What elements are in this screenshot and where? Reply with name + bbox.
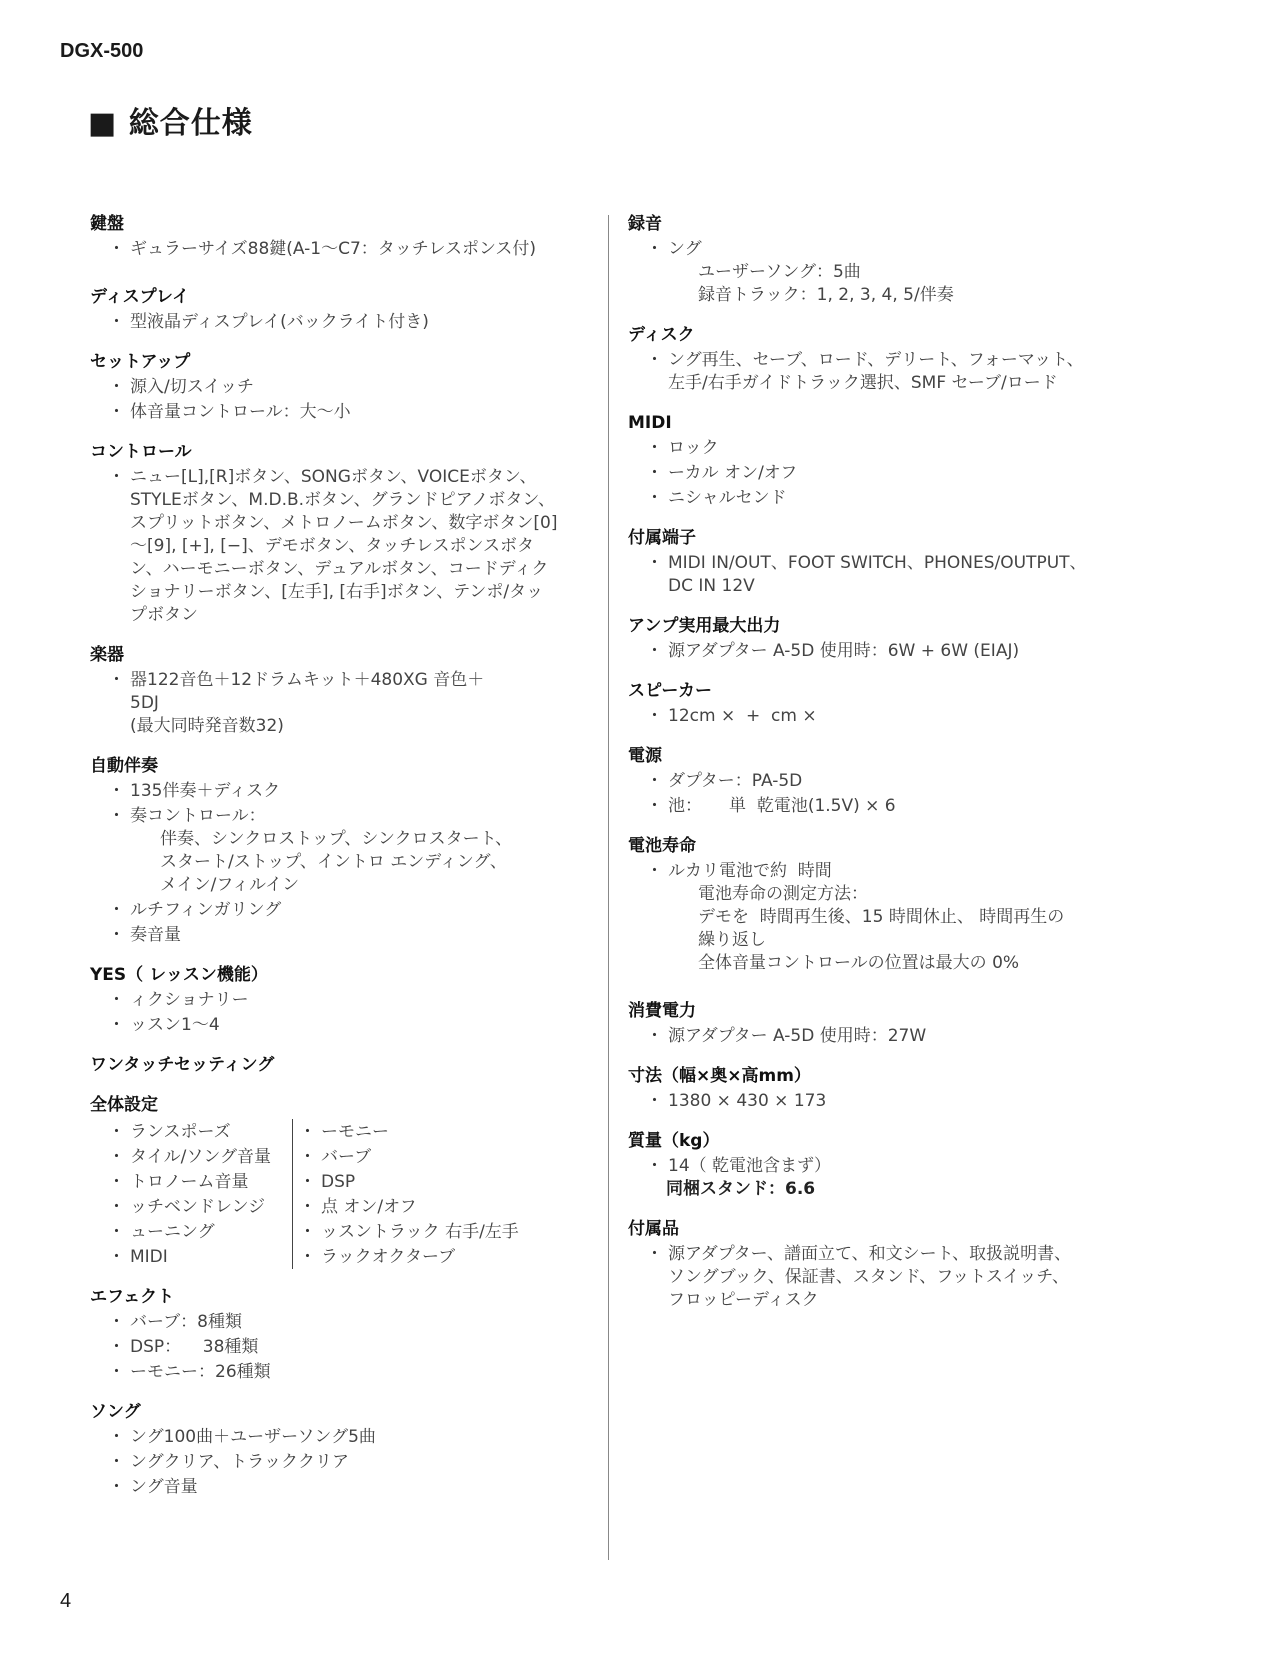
section-heading: 電池寿命: [628, 836, 696, 856]
spec-item: ・ ング再生、セーブ、ロード、デリート、フォーマット、 左手/右手ガイドトラック選択、SMF セーブ/ロード: [628, 349, 1138, 395]
spec-item: ・ 源入/切スイッチ: [90, 376, 610, 399]
section-heading: 鍵盤: [90, 214, 124, 234]
global-settings-grid: [90, 1119, 610, 1269]
spec-item: ・ DSP： 38種類: [90, 1336, 610, 1359]
section-consumption: [628, 999, 1138, 1048]
section-heading: スピーカー: [628, 681, 712, 701]
section-yes: [90, 963, 610, 1037]
spec-item: ・ ング音量: [90, 1476, 610, 1499]
page-number: 4: [60, 1590, 72, 1612]
spec-item: ・ ッチベンドレンジ: [90, 1196, 290, 1219]
section-heading: 自動伴奏: [90, 756, 158, 776]
spec-item: ・ 体音量コントロール：大〜小: [90, 401, 610, 424]
section-heading: YES（ レッスン機能）: [90, 965, 268, 985]
spec-item: ・ MIDI: [90, 1246, 290, 1269]
section-heading: 録音: [628, 214, 662, 234]
section-heading: 質量（kg）: [628, 1131, 720, 1151]
section-speakers: [628, 679, 1138, 728]
spec-item: ・ 1380 × 430 × 173: [628, 1090, 1138, 1113]
section-heading: アンプ実用最大出力: [628, 616, 781, 636]
spec-item: ・ ーカル オン/オフ: [628, 462, 1138, 485]
section-one-touch: [90, 1053, 610, 1077]
spec-item: ・ ーモニー：26種類: [90, 1361, 610, 1384]
global-col-2: [292, 1119, 573, 1269]
section-heading: セットアップ: [90, 352, 191, 372]
spec-item: ・ ーモニー: [293, 1121, 573, 1144]
section-heading: MIDI: [628, 413, 672, 433]
spec-item: ・ 奏音量: [90, 924, 610, 947]
section-disk: [628, 323, 1138, 395]
section-heading: コントロール: [90, 442, 192, 462]
spec-item: ・ ダプター：PA-5D: [628, 770, 1138, 793]
spec-item: ・ 点 オン/オフ: [293, 1196, 573, 1219]
section-accompaniment: [90, 754, 610, 947]
model-name: DGX-500: [60, 40, 144, 62]
spec-item: ・ ラックオクターブ: [293, 1246, 573, 1269]
stand-weight: 同梱スタンド：6.6: [666, 1179, 816, 1199]
spec-subitem: ユーザーソング：5曲 録音トラック：1, 2, 3, 4, 5/伴奏: [698, 262, 954, 305]
spec-item: ・ DSP: [293, 1171, 573, 1194]
spec-item: ・ 奏コントロール：: [90, 805, 610, 828]
page-title: ■ 総合仕様: [88, 106, 253, 141]
spec-item: ・ 器122音色＋12ドラムキット＋480XG 音色＋ 5DJ (最大同時発音数32): [90, 669, 610, 738]
right-column: [628, 212, 1138, 1312]
section-heading: 消費電力: [628, 1001, 696, 1021]
spec-item: ・ 源アダプター A-5D 使用時：6W + 6W (EIAJ): [628, 640, 1138, 663]
section-terminals: [628, 526, 1138, 598]
spec-item: ・ 12cm × + cm ×: [628, 705, 1138, 728]
section-voices: [90, 643, 610, 738]
spec-item: ・ ニシャルセンド: [628, 487, 1138, 510]
spec-item: ・ ッスントラック 右手/左手: [293, 1221, 573, 1244]
section-heading: 付属端子: [628, 528, 696, 548]
spec-subitem: 伴奏、シンクロストップ、シンクロスタート、 スタート/ストップ、イントロ エンディング、 メイン/フィルイン: [160, 829, 513, 895]
section-midi: [628, 411, 1138, 510]
section-keyboard: [90, 212, 610, 261]
section-power: [628, 744, 1138, 818]
spec-item: ・ ューニング: [90, 1221, 290, 1244]
section-heading: 付属品: [628, 1219, 679, 1239]
section-dimensions: [628, 1064, 1138, 1113]
spec-item: ・ ングクリア、トラッククリア: [90, 1451, 610, 1474]
section-heading: ワンタッチセッティング: [90, 1055, 275, 1075]
spec-item: ・ ィクショナリー: [90, 989, 610, 1012]
section-weight: [628, 1129, 1138, 1201]
section-heading: 寸法（幅×奥×高mm）: [628, 1066, 811, 1086]
spec-item: ・ 源アダプター A-5D 使用時：27W: [628, 1025, 1138, 1048]
spec-item: ・ トロノーム音量: [90, 1171, 290, 1194]
spec-item: ・ ランスポーズ: [90, 1121, 290, 1144]
spec-item: ・ ロック: [628, 437, 1138, 460]
spec-item: ・ バーブ：8種類: [90, 1311, 610, 1334]
section-recording: [628, 212, 1138, 307]
spec-subitem: 電池寿命の測定方法： デモを 時間再生後、15 時間休止、 時間再生の 繰り返し 全体音量コントロールの位置は最大の 0%: [698, 884, 1065, 973]
spec-item: ・ MIDI IN/OUT、FOOT SWITCH、PHONES/OUTPUT、 DC IN 12V: [628, 552, 1138, 598]
spec-item: ・ 源アダプター、譜面立て、和文シート、取扱説明書、 ソングブック、保証書、スタンド、フットスイッチ、 フロッピーディスク: [628, 1243, 1138, 1312]
section-setup: [90, 350, 610, 424]
spec-item: ・ ルカリ電池で約 時間: [628, 860, 1138, 883]
section-global: [90, 1093, 610, 1269]
section-controls: [90, 440, 610, 627]
section-battery-life: [628, 834, 1138, 975]
section-display: [90, 285, 610, 334]
spec-item: ・ バーブ: [293, 1146, 573, 1169]
spec-item: ・ 池： 単 乾電池(1.5V) × 6: [628, 795, 1138, 818]
spec-item: ・ ング: [628, 238, 1138, 261]
spec-item: ・ 135伴奏＋ディスク: [90, 780, 610, 803]
spec-item: ・ ルチフィンガリング: [90, 899, 610, 922]
section-heading: ソング: [90, 1402, 141, 1422]
spec-item: ・ ニュー[L],[R]ボタン、SONGボタン、VOICEボタン、 STYLEボタン、M.D.B.ボタン、グランドピアノボタン、 スプリットボタン、メトロノームボタン、数字ボタン[0] 〜[9], [+], [−]、デモボタン、タッチレスポンスボタ ン、ハーモニーボタン、デュアルボタン、コードディク ショナリーボタン、[左手], [右手]ボタン、テンポ/タッ プボタン: [90, 466, 610, 627]
spec-item: ・ ギュラーサイズ88鍵(A-1〜C7：タッチレスポンス付): [90, 238, 610, 261]
left-column: [90, 212, 610, 1499]
spec-item: ・ ング100曲＋ユーザーソング5曲: [90, 1426, 610, 1449]
spec-item: ・ ッスン1〜4: [90, 1014, 610, 1037]
section-accessories: [628, 1217, 1138, 1312]
section-amp: [628, 614, 1138, 663]
section-heading: ディスプレイ: [90, 287, 190, 307]
spec-item: ・ 14（ 乾電池含まず）: [628, 1155, 1138, 1178]
section-heading: エフェクト: [90, 1287, 175, 1307]
section-heading: ディスク: [628, 325, 695, 345]
global-col-1: [90, 1119, 290, 1269]
spec-item: ・ タイル/ソング音量: [90, 1146, 290, 1169]
section-songs: [90, 1400, 610, 1499]
spec-item: ・ 型液晶ディスプレイ(バックライト付き): [90, 311, 610, 334]
section-effects: [90, 1285, 610, 1384]
section-heading: 電源: [628, 746, 662, 766]
section-heading: 全体設定: [90, 1095, 158, 1115]
section-heading: 楽器: [90, 645, 124, 665]
